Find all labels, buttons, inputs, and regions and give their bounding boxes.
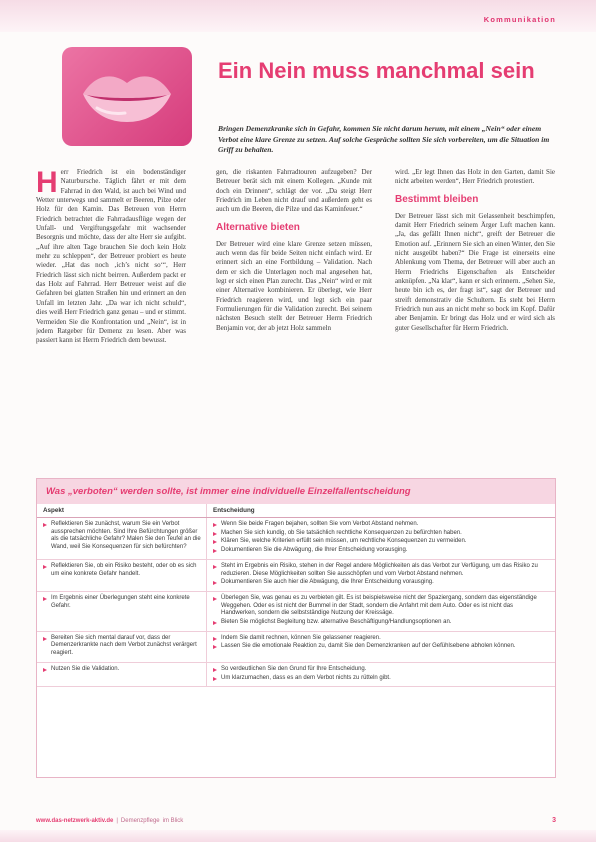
bullet-item — [213, 595, 549, 618]
aspekt-cell — [37, 663, 207, 686]
entscheidung-cell — [207, 560, 555, 591]
footer-issue: im Blick — [162, 818, 184, 824]
aspekt-cell — [37, 592, 207, 631]
footer — [36, 818, 556, 824]
table-row — [37, 560, 555, 592]
page-title: Ein Nein muss manchmal sein — [218, 58, 535, 83]
table-row — [37, 663, 555, 687]
bullet-item — [213, 635, 549, 643]
lips-image — [62, 47, 192, 146]
bullet-text: Dokumentieren Sie auch hier die Abwägung, die Ihrer Entscheidung vorausging. — [221, 579, 434, 586]
table-row — [37, 592, 555, 632]
bullet-item — [213, 547, 549, 555]
table-header — [37, 504, 555, 518]
entscheidung-cell — [207, 518, 555, 559]
bullet-item — [43, 595, 202, 610]
column-2-intro: gen, die riskanten Fahrradtouren aufzugeben? Der Betreuer berät sich mit einem Kollegen. „Kunde mit doch ein Drinnen“, schlägt der vor. „Da steigt Herr Friedrich im Leben nicht drauf und außerdem geht es auch um die Beeren, die Pilze und das Kaminfeuer.“ — [216, 168, 372, 214]
bullet-item — [213, 666, 549, 674]
bullet-item — [43, 521, 202, 552]
triangle-bullet-icon — [213, 565, 217, 569]
triangle-bullet-icon — [43, 668, 47, 672]
column-2-text: Der Betreuer wird eine klare Grenze setzen müssen, auch wenn das für beide Seiten nicht einfach wird. Er erinnert sich an eine Fortbildung – Validation. Nach dem er sich die Unterlagen noch mal angesehen hat, legt er sich einen Plan zurecht. Das „Nein“ wird er mit einer Alternative kombinieren. Er überlegt, wie Herr Friedrich reagieren wird, und legt sich ein paar Formulierungen für die Validation zurecht. Bei seinem nächsten Besuch stellt der Betreuer Herrn Friedrich Benjamin vor, der ab jetzt Holz sammeln — [216, 239, 372, 332]
triangle-bullet-icon — [43, 523, 47, 527]
table-row — [37, 632, 555, 663]
footer-journal: Demenzpflege — [120, 818, 160, 824]
bullet-text: Lassen Sie die emotionale Reaktion zu, damit Sie den Demenzkranken auf der Gefühlsebene abholen können. — [221, 643, 516, 650]
header-aspekt: Aspekt — [37, 504, 207, 517]
triangle-bullet-icon — [213, 532, 217, 536]
bullet-text: Wenn Sie beide Fragen bejahen, sollten Sie vom Verbot Abstand nehmen. — [221, 521, 419, 527]
aspekt-cell — [37, 560, 207, 591]
bullet-item — [43, 666, 202, 674]
footer-separator: | — [116, 818, 118, 824]
heading-alternative-bieten: Alternative bieten — [216, 221, 300, 233]
drop-cap: H — [36, 168, 58, 199]
article-column-3 — [395, 168, 555, 468]
entscheidung-cell — [207, 592, 555, 631]
section-label: Kommunikation — [483, 15, 556, 24]
table-row — [37, 518, 555, 560]
bullet-item — [213, 675, 549, 683]
triangle-bullet-icon — [213, 677, 217, 681]
bullet-item — [213, 521, 549, 529]
triangle-bullet-icon — [213, 621, 217, 625]
aspekt-cell — [37, 518, 207, 559]
article-column-1 — [36, 168, 186, 466]
bullet-text: Dokumentieren Sie die Abwägung, die Ihrer Entscheidung vorausging. — [221, 547, 408, 554]
bullet-text: Klären Sie, welche Kriterien erfüllt sein müssen, um rechtliche Konsequenzen zu vermeiden. — [221, 538, 467, 545]
entscheidung-cell — [207, 632, 555, 662]
triangle-bullet-icon — [213, 645, 217, 649]
triangle-bullet-icon — [213, 523, 217, 527]
header-entscheidung: Entscheidung — [213, 507, 255, 514]
entscheidung-cell — [207, 663, 555, 686]
bullet-item — [213, 579, 549, 587]
bullet-text: Machen Sie sich kundig, ob Sie tatsächlich rechtliche Konsequenzen zu befürchten haben. — [221, 529, 462, 536]
column-3-text: Der Betreuer lässt sich mit Gelassenheit beschimpfen, damit Herr Friedrich seinem Ärger Luft machen kann. „Ja, das gefällt Ihnen nicht“, greift der Betreuer die Emotion auf. „Erinnern Sie sich an einen Winter, den Sie nicht ausgeübt haben?“ Die Frage ist einerseits eine Ablenkung vom Thema, der Betreuer will aber auch an Herrn Friedrichs Eigenschaften als Entscheider anknüpfen. „Na klar“, kann er sich erinnern. „Sehen Sie, heute bin ich es, der fragt ist“, sagt der Betreuer und streift demonstrativ die Schultern. Es steht bei Herrn Friedrich nun aus an nicht mehr so bock im Kopf. Dafür aber Benjamin. Er bringt das Holz und er wird sich als guter Gesellschafter für Herrn Friedrich. — [395, 211, 555, 332]
bullet-text: Bieten Sie möglichst Begleitung bzw. alternative Beschäftigung/Handlungsoptionen an. — [221, 619, 452, 626]
bullet-text: Reflektieren Sie, ob ein Risiko besteht, oder ob es sich um eine konkrete Gefahr handelt. — [51, 562, 197, 577]
triangle-bullet-icon — [43, 637, 47, 641]
triangle-bullet-icon — [43, 565, 47, 569]
decision-table — [36, 478, 556, 778]
triangle-bullet-icon — [43, 597, 47, 601]
bottom-band — [0, 830, 596, 842]
bullet-item — [213, 538, 549, 546]
bullet-item — [213, 563, 549, 578]
footer-url[interactable]: www.das-netzwerk-aktiv.de — [36, 818, 114, 824]
triangle-bullet-icon — [213, 637, 217, 641]
bullet-text: Steht im Ergebnis ein Risiko, stehen in der Regel andere Möglichkeiten als das Verbot zur Verfügung, um das Risiko zu reduzieren. Diese Möglichkeiten sollten Sie ausschöpfen und vom Verbot Abstand nehmen. — [221, 562, 538, 577]
triangle-bullet-icon — [213, 668, 217, 672]
lips-icon — [77, 68, 177, 126]
bullet-item — [213, 643, 549, 651]
column-3-intro: wird. „Er legt Ihnen das Holz in den Garten, damit Sie nicht arbeiten werden“, Herr Friedrich protestiert. — [395, 168, 555, 186]
table-body — [37, 518, 555, 687]
lead-paragraph: Bringen Demenzkranke sich in Gefahr, kommen Sie nicht darum herum, mit einem „Nein“ oder einem Verbot eine klare Grenze zu setzen. Auf solche Gespräche sollten Sie sich vorbereiten, um die Situation im Griff zu behalten. — [218, 124, 550, 155]
bullet-item — [43, 635, 202, 658]
triangle-bullet-icon — [213, 597, 217, 601]
bullet-text: Indem Sie damit rechnen, können Sie gelassener reagieren. — [221, 634, 381, 641]
bullet-item — [43, 563, 202, 578]
bullet-item — [213, 530, 549, 538]
triangle-bullet-icon — [213, 549, 217, 553]
bullet-text: Nutzen Sie die Validation. — [51, 665, 120, 672]
bullet-item — [213, 619, 549, 627]
bullet-text: Um klarzumachen, dass es an dem Verbot nichts zu rütteln gibt. — [221, 674, 391, 681]
heading-bestimmt-bleiben: Bestimmt bleiben — [395, 193, 479, 205]
bullet-text: Im Ergebnis einer Überlegungen steht eine konkrete Gefahr. — [51, 594, 190, 609]
page-number: 3 — [552, 817, 556, 824]
bullet-text: Überlegen Sie, was genau es zu verbieten gilt. Es ist beispielsweise nicht der Spaziergang, sondern das eigenständige Weggehen. Oder es ist nicht der Bummel in der Stadt, sondern die Anfahrt mit dem Auto. Oder es ist nicht das Handwerken, sondern die selbstständige Nutzung der Kreissäge. — [221, 594, 537, 617]
bullet-text: Reflektieren Sie zunächst, warum Sie ein Verbot aussprechen möchten. Sind Ihre Befürchtungen größer als die tatsächliche Gefahr? Malen Sie den Teufel an die Wand, weil Sie Konsequenzen für sich befürchten? — [51, 521, 201, 551]
triangle-bullet-icon — [213, 540, 217, 544]
triangle-bullet-icon — [213, 581, 217, 585]
aspekt-cell — [37, 632, 207, 662]
article-column-2 — [216, 168, 372, 468]
bullet-text: Bereiten Sie sich mental darauf vor, dass der Demenzerkrankte nach dem Verbot zunächst verärgert reagiert. — [51, 634, 197, 657]
column-1-text: err Friedrich ist ein bodenständiger Naturbursche. Täglich fährt er mit dem Fahrrad in den Wald, ist auch bei Wind und Wetter unterwegs und sammelt er Beeren, Pilze oder Holz für den Kamin. Das Betreuen von Herrn Friedrich betrachtet die Fahrradausflüge wegen der Unfall- und Vergiftungsgefahr mit wachsender Besorgnis und möchte, dass der alte Herr sie aufgibt. „Auf ihre alten Tage brauchen Sie doch kein Holz mehr zu schleppen“, der Betreuer probiert es heute wieder. „Hat das noch ‚ich’s nicht so‘“, Herr Friedrich lässt sich nicht beirren. Außerdem packt er das Holz auf Fahrrad. Herr Betreuer weist auf die Gefahren bei glatten Straßen hin und erinnert an den Unfall im letzten Jahr. „Da war ich nicht schuld“, dies weiß Herr Friedrich ganz genau – und er stimmt. Vermeiden Sie die Konfrontation und „Nein“, ist in jedem Ratgeber für Demenz zu lesen. Aber was passiert kann ist Herrn Friedrich dem bewusst. — [36, 168, 186, 345]
table-title: Was „verboten“ werden sollte, ist immer eine individuelle Einzelfallentscheidung — [37, 479, 555, 504]
bullet-text: So verdeutlichen Sie den Grund für Ihre Entscheidung. — [221, 665, 367, 672]
